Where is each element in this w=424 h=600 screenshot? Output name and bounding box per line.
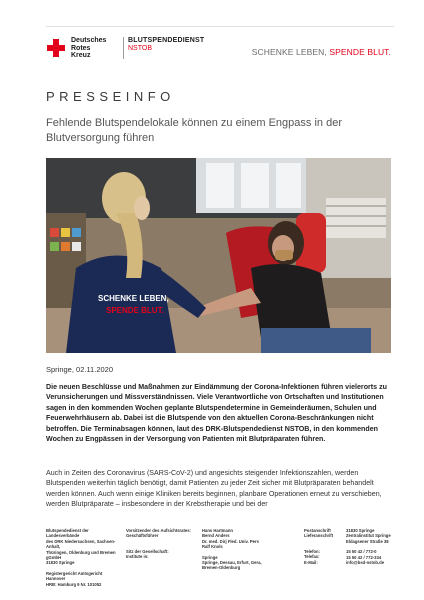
footer-text: E-Mail:: [304, 559, 318, 565]
footer-text: Postanschrift: [304, 528, 331, 533]
letterhead: [0, 26, 424, 72]
drk-logo: [47, 37, 207, 67]
footer-text: Geschäftsführer: [126, 533, 159, 539]
slogan: [252, 47, 391, 57]
footer-text: 31830 Springe: [46, 560, 75, 566]
service-region-line: NSTOB: [128, 45, 152, 52]
headline: Fehlende Blutspendelokale können zu einem Engpass in der Blutversorgung führen: [46, 117, 342, 144]
footer-email[interactable]: info@bsd-nstob.de: [346, 560, 385, 566]
footer-col-company: [46, 528, 122, 592]
vest-text-line-2: SPENDE BLUT.: [106, 306, 164, 315]
footer-text: Registergericht Amtsgericht Hannover: [46, 570, 103, 582]
footer-text: Sitz der Gesellschaft:: [126, 548, 169, 554]
service-name-line: BLUTSPENDEDIENST: [128, 37, 205, 44]
footer-text: Zentralinstitut Springe: [346, 533, 391, 539]
footer-col-contact-labels: [304, 528, 348, 570]
org-name-line-3: Kreuz: [71, 52, 91, 60]
footer-text: 15 50 42 / 772-0: [346, 549, 377, 555]
blood-donation-photo: [46, 158, 391, 353]
org-name: [71, 37, 106, 60]
org-name-line-2: Rotes: [71, 44, 91, 52]
vest-text-line-1: SCHENKE LEBEN,: [98, 294, 169, 303]
footer-text: Telefax:: [304, 554, 320, 560]
footer-text: Ralf Knols: [202, 544, 223, 550]
footer-text: Bremen-Oldenburg: [202, 565, 241, 571]
footer: [46, 528, 396, 588]
footer-text: Telefon:: [304, 548, 320, 554]
lead-paragraph: Die neuen Beschlüsse und Maßnahmen zur Eindämmung der Corona-Infektionen führen vielerorts zu Verunsicherungen und Missverständnissen. Viele Verantwortliche von Ortschaften und Institutionen sagen in den kommenden Wochen geplante Blutspendetermine in Gemeinderäumen, Schulen und Feuerwehrhäusern ab. Dabei ist die Blutspende von den aktuellen Corona-Beschränkungen nicht betroffen. Die Terminabsagen können, laut des DRK-Blutspendedienst NSTOB, in den kommenden Wochen zu Engpässen in der Versorgung von Patienten mit Blutpräparaten führen.: [46, 383, 387, 444]
footer-text: Institute in:: [126, 554, 149, 560]
footer-text: Vorsitzender des Aufsichtsrates:: [126, 528, 191, 533]
footer-text: Hans Hartmann: [202, 528, 233, 533]
footer-text: Springe, Dessau, Erfurt, Gera,: [202, 560, 262, 566]
slogan-part-2: SPENDE BLUT.: [329, 47, 391, 57]
footer-text: Blutspendedienst der Landesverbände: [46, 528, 89, 539]
footer-text: Springe: [202, 554, 218, 560]
logo-separator: [123, 37, 124, 59]
red-cross-icon: [47, 39, 65, 57]
footer-text: des DRK Niedersachsen, Sachsen-Anhalt,: [46, 538, 116, 550]
footer-col-management-names: [202, 528, 278, 576]
footer-text: Bernd Anders: [202, 533, 230, 539]
footer-col-contact-values: [346, 528, 398, 570]
org-name-line-1: Deutsches: [71, 37, 107, 44]
footer-text: 15 50 42 / 772-334: [346, 554, 382, 560]
footer-text: Thüringen, Oldenburg und Bremen gGmbH: [46, 549, 116, 561]
dateline: Springe, 02.11.2020: [46, 365, 113, 374]
footer-text: Eldagsener Straße 38: [346, 538, 389, 544]
header-divider: [46, 26, 394, 27]
body-paragraph: Auch in Zeiten des Coronavirus (SARS-CoV-2) und angesichts steigender Infektionszahlen, werden Blutspenden weiterhin täglich benötigt, damit Patienten zu jeder Zeit sicher mit Blutpräparaten behandelt werden können. Auch wenn einige Kliniken bereits beginnen, planbare Operationen erneut zu verschieben, werden Blutpräparate – insbesondere in der Krebstherapie und bei der: [46, 469, 382, 509]
footer-text: Lieferanschrift: [304, 533, 334, 539]
footer-col-management-labels: [126, 528, 196, 565]
footer-text: 31830 Springe: [346, 528, 375, 533]
section-label: PRESSEINFO: [46, 89, 175, 104]
service-name: [128, 37, 204, 53]
footer-text: Dr. med. Dirj Fled. Univ. Pers: [202, 538, 259, 544]
footer-text: HRB: Hamburg 9 Nr. 101052: [46, 581, 102, 587]
slogan-part-1: SCHENKE LEBEN,: [251, 47, 327, 57]
